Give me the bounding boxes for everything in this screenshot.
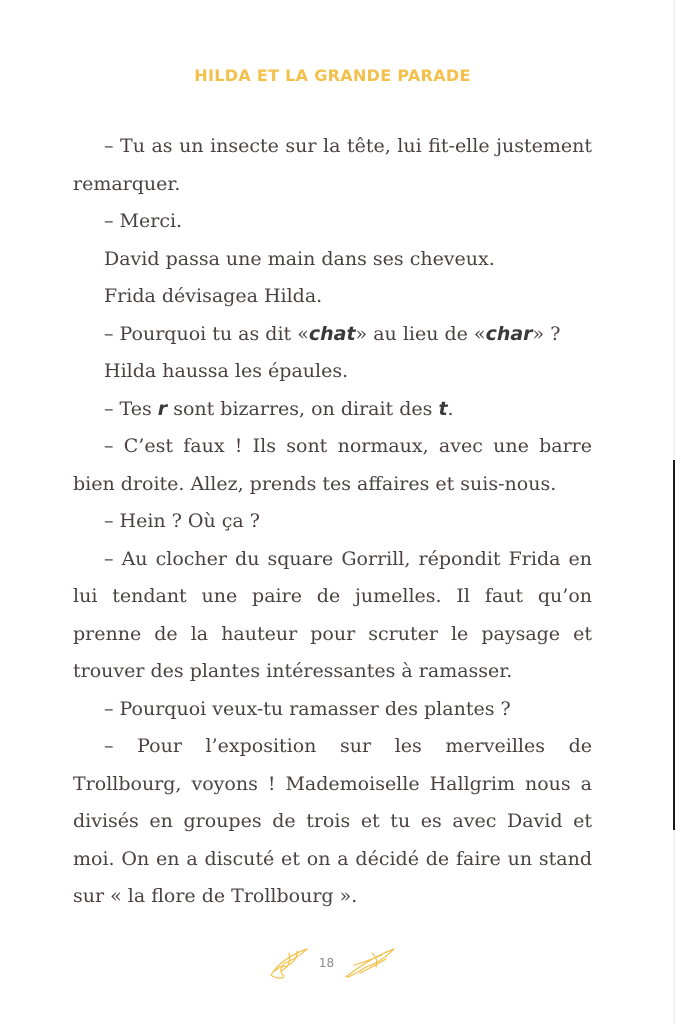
handwritten-word: chat — [308, 322, 356, 345]
paragraph: David passa une main dans ses cheveux. — [104, 247, 495, 270]
handwritten-letter: r — [157, 397, 168, 420]
paragraph: – Tes r sont bizarres, on dirait des t. — [104, 397, 454, 420]
running-header: HILDA ET LA GRANDE PARADE — [194, 66, 471, 85]
feather-flourish-icon — [342, 945, 398, 981]
paragraph: – Pourquoi tu as dit «chat» au lieu de «char» ? — [104, 322, 561, 345]
paragraph: – Merci. — [104, 210, 183, 232]
paragraph: – C’est faux ! Ils sont normaux, avec une barre bien droite. Allez, prends tes affaires et suis-nous. — [73, 435, 592, 495]
paragraph: – Hein ? Où ça ? — [104, 510, 260, 532]
feather-flourish-icon — [267, 945, 311, 981]
page-number: 18 — [318, 956, 335, 970]
paragraph: Frida dévisagea Hilda. — [104, 285, 323, 307]
paragraph: – Pour l’exposition sur les merveilles de Trollbourg, voyons ! Mademoiselle Hallgrim nous a divisés en groupes de trois et tu es avec David et moi. On en a discuté et on a décidé de faire un stand sur « la flore de Trollbourg ». — [73, 735, 592, 907]
handwritten-letter: t — [438, 397, 448, 420]
handwritten-word: char — [485, 322, 533, 345]
body-text — [73, 128, 592, 916]
paragraph: – Tu as un insecte sur la tête, lui fit-elle justement remarquer. — [73, 135, 592, 195]
paragraph: – Pourquoi veux-tu ramasser des plantes ? — [104, 697, 511, 720]
page-footer — [0, 945, 665, 985]
paragraph: Hilda haussa les épaules. — [104, 360, 349, 382]
paragraph: – Au clocher du square Gorrill, répondit Frida en lui tendant une paire de jumelles. Il faut qu’on prenne de la hauteur pour scruter le paysage et trouver des plantes intéressantes à ramasser. — [73, 547, 592, 682]
